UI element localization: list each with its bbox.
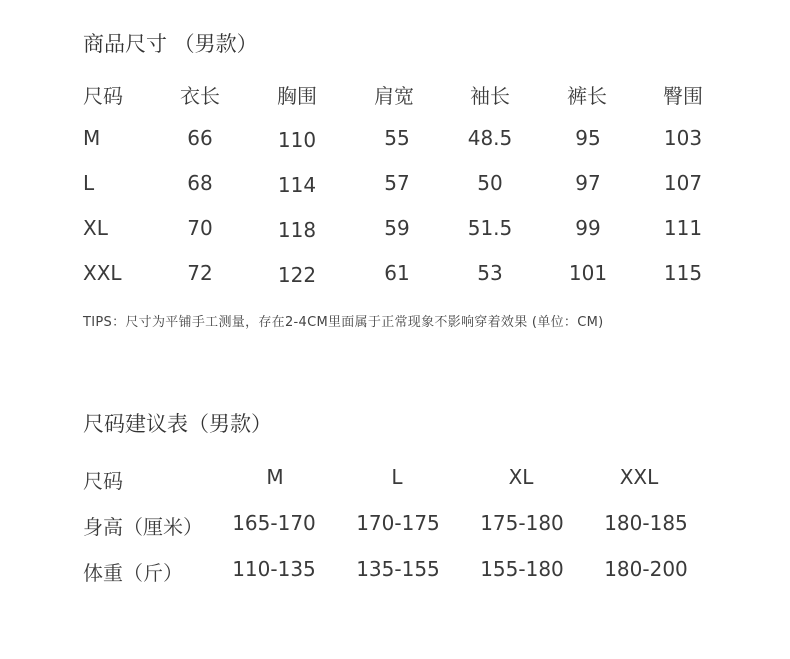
- table-cell: 66: [187, 126, 213, 150]
- table-cell: 68: [187, 171, 213, 195]
- table-cell: 122: [277, 263, 317, 287]
- table-cell: 115: [663, 261, 703, 285]
- row-size-label: XL: [83, 216, 108, 240]
- header-hip: 臀围: [663, 84, 703, 108]
- table-cell: 114: [277, 173, 317, 197]
- table-cell: 50: [477, 171, 503, 195]
- measurement-tips: TIPS：尺寸为平铺手工测量，存在2-4CM里面属于正常现象不影响穿着效果 (单位：CM): [83, 315, 604, 330]
- table-cell: 180-185: [604, 511, 688, 535]
- header-m: M: [266, 465, 284, 489]
- size-chart-title: 商品尺寸 （男款）: [83, 32, 258, 56]
- table-cell: 59: [384, 216, 410, 240]
- table-cell: 51.5: [467, 216, 513, 240]
- header-size: 尺码: [83, 84, 123, 108]
- header-xl: XL: [508, 465, 534, 489]
- table-cell: 72: [187, 261, 213, 285]
- table-cell: 61: [384, 261, 410, 285]
- header-sleeve: 袖长: [470, 84, 510, 108]
- recommendation-title: 尺码建议表（男款）: [83, 412, 272, 436]
- table-cell: 110: [277, 128, 317, 152]
- table-cell: 118: [277, 218, 317, 242]
- table-cell: 111: [663, 216, 703, 240]
- table-cell: 99: [575, 216, 601, 240]
- header-xxl: XXL: [619, 465, 659, 489]
- header-shoulder: 肩宽: [374, 84, 414, 108]
- header-pants-length: 裤长: [567, 84, 607, 108]
- row-size-label: L: [83, 171, 95, 195]
- table-cell: 110-135: [232, 557, 316, 581]
- table-cell: 70: [187, 216, 213, 240]
- table-cell: 95: [575, 126, 601, 150]
- table-cell: 175-180: [480, 511, 564, 535]
- header-size: 尺码: [83, 469, 123, 493]
- row-size-label: XXL: [83, 261, 122, 285]
- header-l: L: [391, 465, 403, 489]
- row-weight-label: 体重（斤）: [83, 561, 183, 585]
- table-cell: 135-155: [356, 557, 440, 581]
- table-cell: 57: [384, 171, 410, 195]
- row-height-label: 身高（厘米）: [83, 515, 203, 539]
- table-cell: 103: [663, 126, 703, 150]
- table-cell: 107: [663, 171, 703, 195]
- table-cell: 155-180: [480, 557, 564, 581]
- table-cell: 101: [568, 261, 608, 285]
- table-cell: 180-200: [604, 557, 688, 581]
- table-cell: 48.5: [467, 126, 513, 150]
- table-cell: 55: [384, 126, 410, 150]
- table-cell: 170-175: [356, 511, 440, 535]
- header-length: 衣长: [180, 84, 220, 108]
- row-size-label: M: [83, 126, 101, 150]
- table-cell: 53: [477, 261, 503, 285]
- table-cell: 165-170: [232, 511, 316, 535]
- table-cell: 97: [575, 171, 601, 195]
- header-chest: 胸围: [277, 84, 317, 108]
